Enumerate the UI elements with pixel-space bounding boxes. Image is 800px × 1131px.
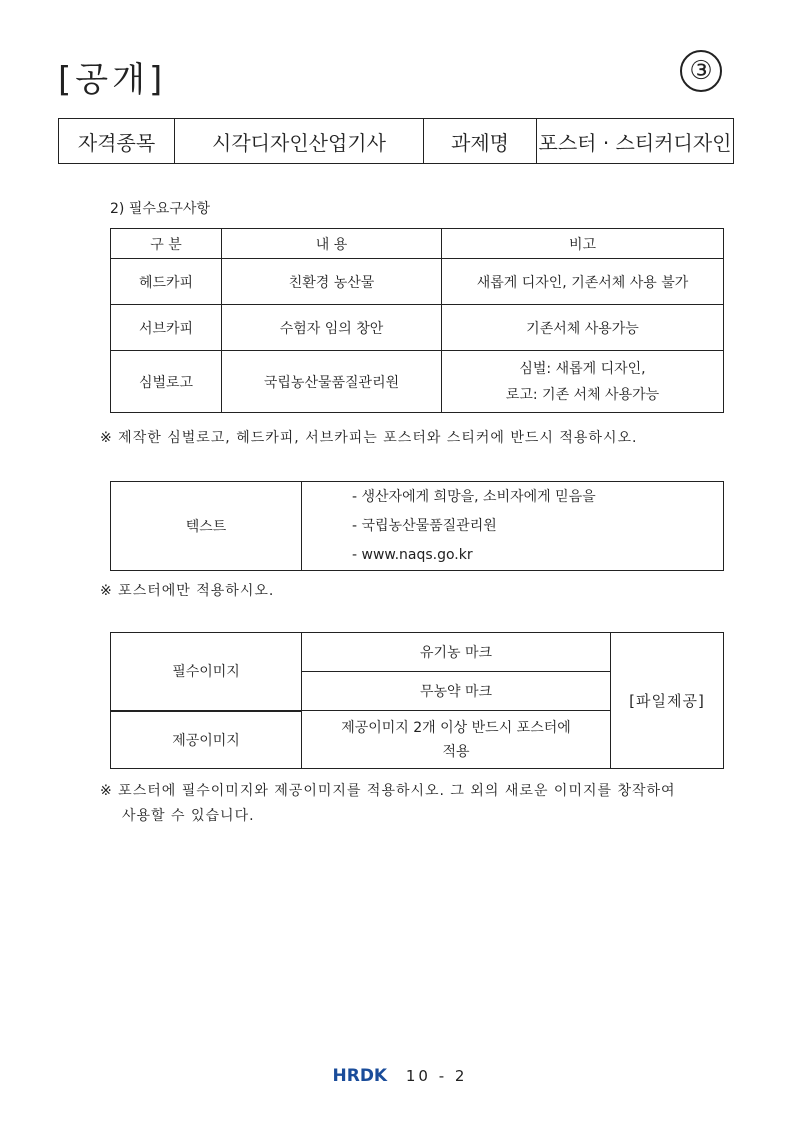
table-row <box>111 351 724 413</box>
header-note: 비고 <box>442 229 724 259</box>
section-title: 2) 필수요구사항 <box>110 201 210 217</box>
text-note: ※ 포스터에만 적용하시오. <box>100 583 275 599</box>
row-note: 새롭게 디자인, 기존서체 사용 불가 <box>442 259 724 305</box>
required-image-item: 유기농 마크 <box>302 633 611 672</box>
required-image-item: 무농약 마크 <box>302 672 611 711</box>
row-content: 국립농산물품질관리원 <box>222 351 442 413</box>
required-images-label: 필수이미지 <box>111 633 302 711</box>
task-value: 포스터 · 스티커디자인 <box>537 119 734 164</box>
table-header-row <box>111 229 724 259</box>
page-number: 10 - 2 <box>405 1067 468 1085</box>
requirements-table <box>110 228 724 413</box>
text-list <box>302 482 724 571</box>
row-category: 심벌로고 <box>111 351 222 413</box>
row-category: 서브카피 <box>111 305 222 351</box>
row-note <box>442 351 724 413</box>
images-note <box>100 779 750 829</box>
table-row <box>111 259 724 305</box>
provided-desc-line1: 제공이미지 2개 이상 반드시 포스터에 <box>341 719 571 736</box>
row-note-line1: 심벌: 새롭게 디자인, <box>519 360 646 377</box>
table-row <box>111 305 724 351</box>
public-label: [공개] <box>58 60 167 100</box>
page-section-number: ③ <box>680 50 722 92</box>
task-label: 과제명 <box>424 119 537 164</box>
field-label: 자격종목 <box>59 119 175 164</box>
provided-desc-line2: 적용 <box>442 743 470 760</box>
requirements-note: ※ 제작한 심벌로고, 헤드카피, 서브카피는 포스터와 스티커에 반드시 적용하시오. <box>100 430 638 446</box>
header-category: 구 분 <box>111 229 222 259</box>
footer <box>0 1066 800 1086</box>
hrdk-logo: HRDK <box>332 1066 388 1086</box>
row-category: 헤드카피 <box>111 259 222 305</box>
list-item: - 생산자에게 희망을, 소비자에게 믿음을 <box>352 488 596 505</box>
text-table <box>110 481 724 571</box>
text-label: 텍스트 <box>111 482 302 571</box>
file-provided-note: [파일제공] <box>611 633 724 769</box>
provided-images-label: 제공이미지 <box>111 711 302 769</box>
row-content: 수험자 임의 창안 <box>222 305 442 351</box>
row-note-line2: 로고: 기존 서체 사용가능 <box>505 386 660 403</box>
images-table <box>110 632 724 769</box>
row-content: 친환경 농산물 <box>222 259 442 305</box>
info-table <box>58 118 734 164</box>
images-note-line2: 사용할 수 있습니다. <box>122 808 255 824</box>
list-item: - 국립농산물품질관리원 <box>352 517 497 534</box>
header-content: 내 용 <box>222 229 442 259</box>
list-item: - www.naqs.go.kr <box>352 546 473 563</box>
row-note: 기존서체 사용가능 <box>442 305 724 351</box>
provided-images-desc <box>302 711 611 769</box>
field-value: 시각디자인산업기사 <box>175 119 424 164</box>
images-note-line1: ※ 포스터에 필수이미지와 제공이미지를 적용하시오. 그 외의 새로운 이미지를 창작하여 <box>100 783 676 799</box>
